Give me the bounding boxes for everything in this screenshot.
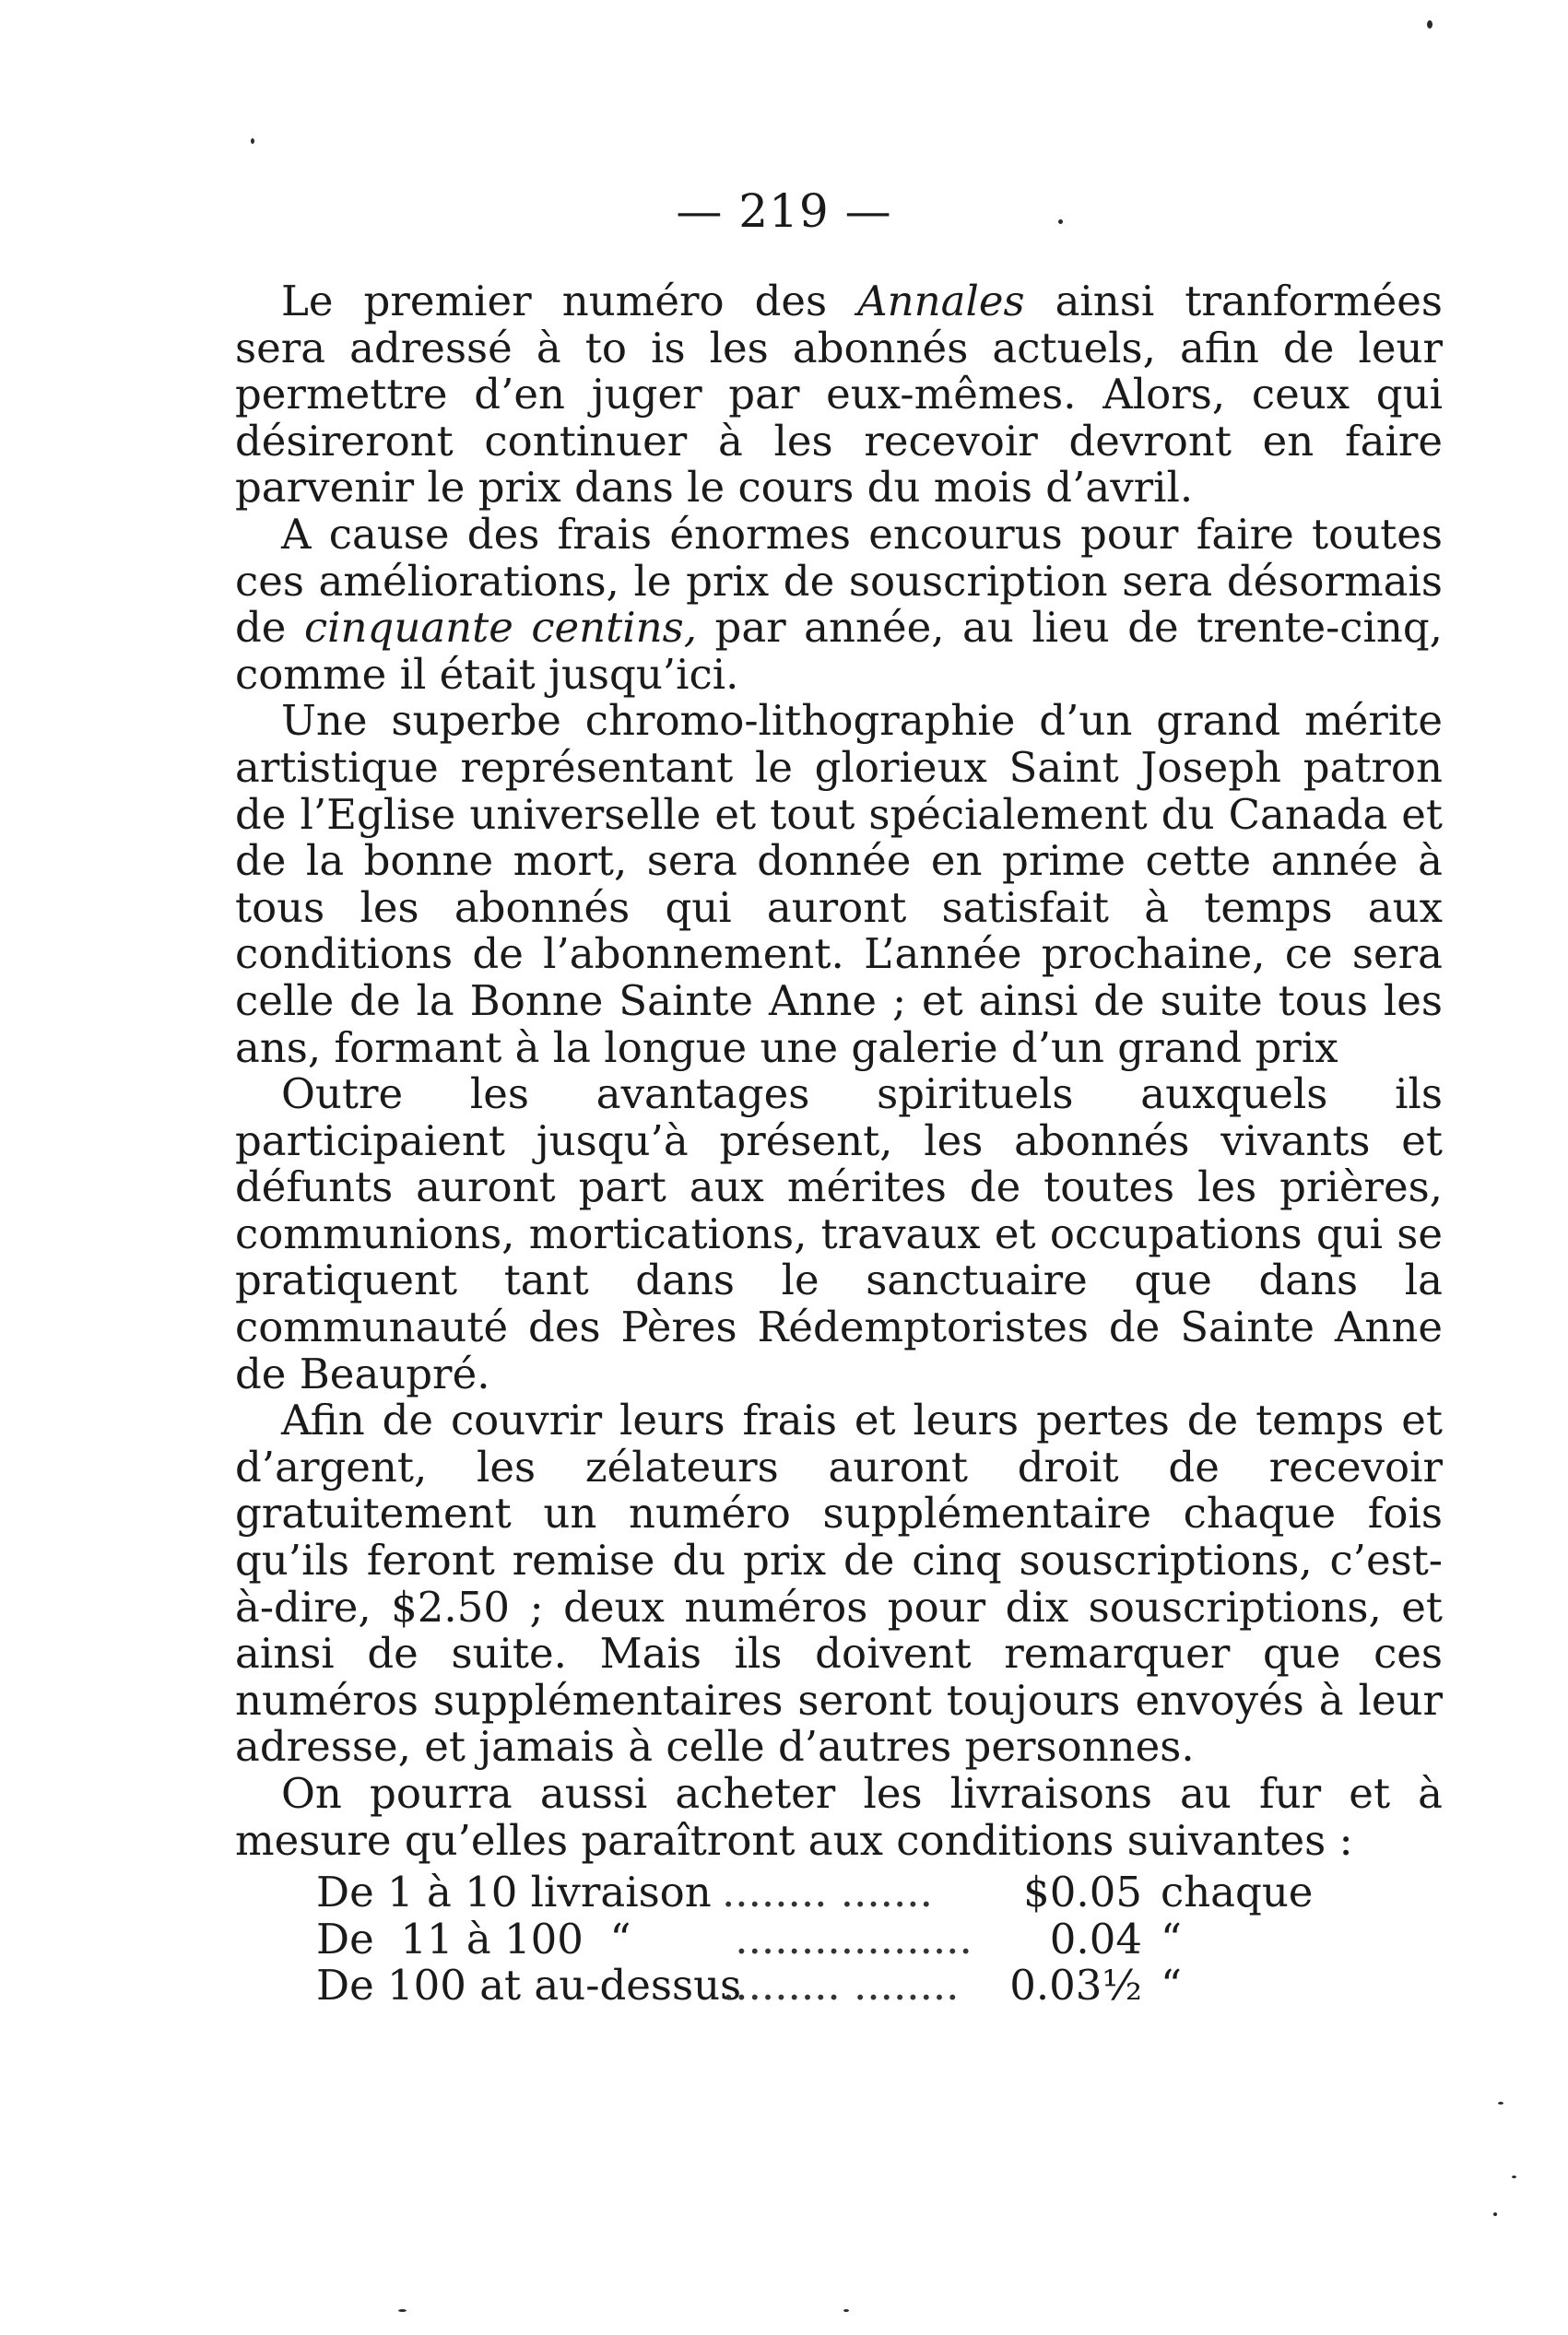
body-text <box>235 278 1443 2010</box>
paragraph <box>235 1771 1443 1864</box>
italic-text: Annales <box>857 277 1025 325</box>
paragraph-text: Outre les avantages spirituels auxquels ils participaient jusqu’à présent, les abonnés vivants et défunts auront part aux mérites de toutes les prières, communions, mortications, travaux et occupations qui se pratiquent tant dans le sanctuaire que dans la communauté des Pères Rédemptoristes de Sainte Anne de Beaupré. <box>235 1069 1443 1398</box>
paragraph-text: A cause des frais énormes encourus pour faire toutes ces améliorations, le prix de souscription sera désormais de <box>235 509 1443 653</box>
scan-speck <box>251 138 254 144</box>
dot-leader: ........ ....... <box>722 1869 933 1916</box>
scan-speck <box>1058 219 1063 224</box>
paragraph <box>235 278 1443 512</box>
paragraph <box>235 1071 1443 1397</box>
scan-speck <box>1427 20 1432 29</box>
scan-speck <box>843 2309 849 2312</box>
paragraph-text: Le premier numéro des <box>281 277 858 325</box>
paragraph-text: Une superbe chromo-lithographie d’un grand mérite artistique représentant le glorieux Saint Joseph patron de l’Eglise universelle et tout spécialement du Canada et de la bonne mort, sera donnée en prime cette année à tous les abonnés qui auront satisfait à temps aux conditions de l’abonnement. L’année prochaine, ce sera celle de la Bonne Sainte Anne ; et ainsi de suite tous les ans, formant à la longue une galerie d’un grand prix <box>235 696 1443 1072</box>
italic-text: cinquante centins, <box>303 603 698 653</box>
price-unit: chaque <box>1161 1868 1314 1917</box>
paragraph <box>235 698 1443 1071</box>
scan-speck <box>398 2309 407 2312</box>
price-table <box>235 1869 1443 2010</box>
scan-speck <box>1498 2102 1503 2105</box>
dot-leader: .................. <box>722 1916 973 1964</box>
price-range: De 11 à 100 “ <box>316 1914 631 1964</box>
scan-speck <box>1493 2212 1497 2216</box>
price-unit: “ <box>1161 1914 1183 1964</box>
price-range: De 100 at au-dessus <box>316 1961 742 2011</box>
paragraph-text: Afin de couvrir leurs frais et leurs pertes de temps et d’argent, les zélateurs auront droit de recevoir gratuitement un numéro supplémentaire chaque fois qu’ils feront remise du prix de cinq souscriptions, c’est-à-dire, $2.50 ; deux numéros pour dix souscriptions, et ainsi de suite. Mais ils doivent remarquer que ces numéros supplémentaires seront toujours envoyés à leur adresse, et jamais à celle d’autres personnes. <box>235 1396 1443 1772</box>
price-row <box>316 1963 1443 2010</box>
price-row <box>316 1869 1443 1916</box>
price-row <box>316 1916 1443 1964</box>
paragraph-text: ainsi tranformées sera adressé à to is les abonnés actuels, afin de leur permettre d’en juger par eux-mêmes. Alors, ceux qui désireront continuer à les recevoir devront en faire parvenir le prix dans le cours du mois d’avril. <box>235 277 1443 513</box>
paragraph-container <box>235 278 1443 1864</box>
price-unit: “ <box>1161 1961 1183 2011</box>
price-value: $0.05 <box>1023 1868 1142 1917</box>
page-number: — 219 — <box>676 184 892 238</box>
paragraph <box>235 1397 1443 1771</box>
price-value: 0.04 <box>1049 1914 1142 1964</box>
paragraph <box>235 509 1443 699</box>
price-value: 0.03½ <box>1009 1961 1142 2011</box>
price-range: De 1 à 10 livraison <box>316 1868 712 1917</box>
paragraph-text: par année, au lieu de trente-cinq, comme il était jusqu’ici. <box>235 603 1443 699</box>
scan-speck <box>1512 2176 1516 2178</box>
dot-leader: ......... ........ <box>722 1963 960 2010</box>
paragraph-text: On pourra aussi acheter les livraisons au fur et à mesure qu’elles paraîtront aux conditions suivantes : <box>235 1769 1443 1865</box>
